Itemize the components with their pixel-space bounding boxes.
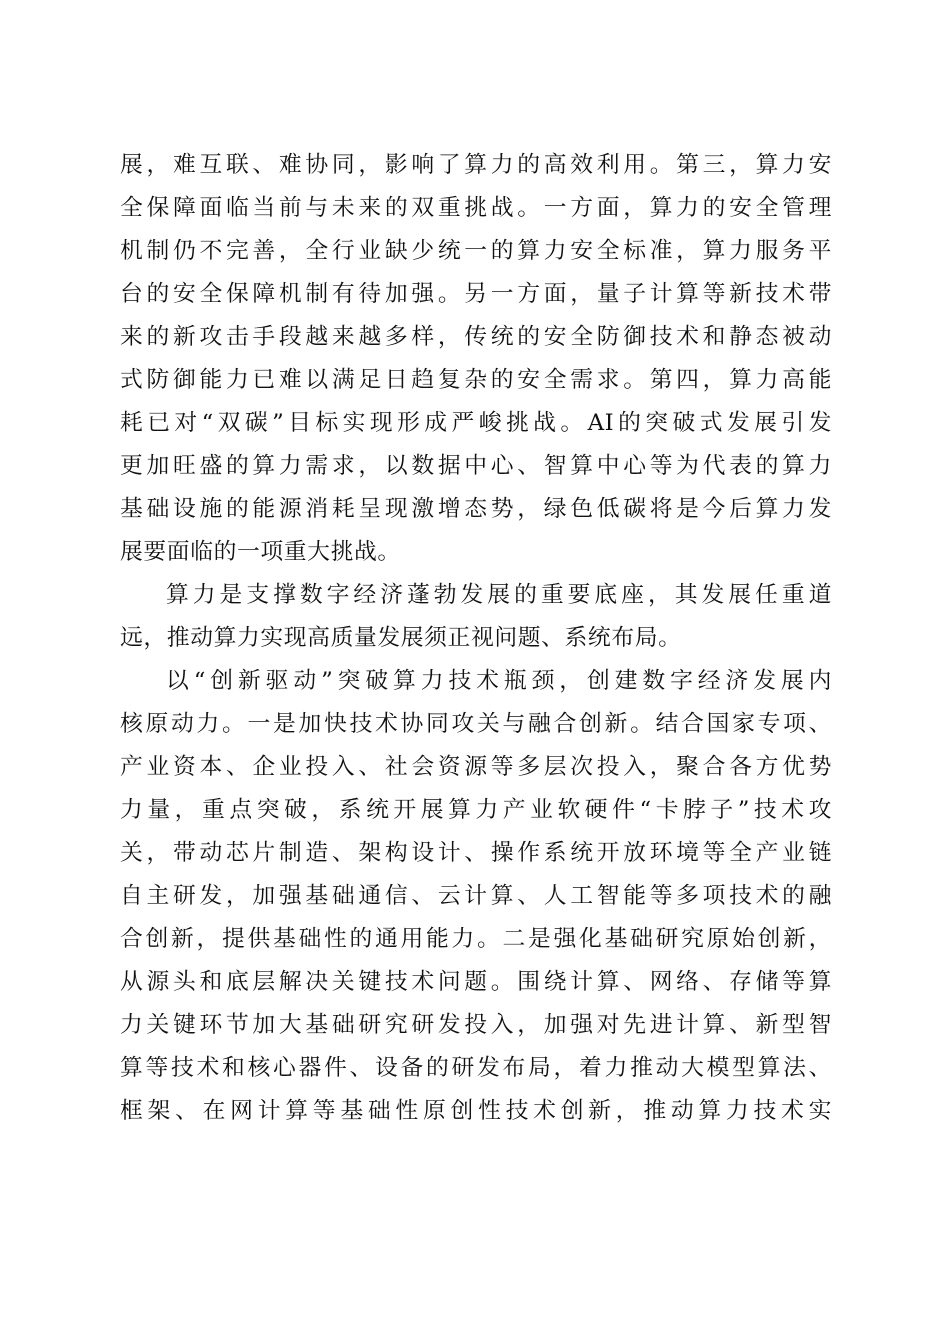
text-line: 远，推动算力实现高质量发展须正视问题、系统布局。 xyxy=(120,625,682,651)
text-line: 力关键环节加大基础研究研发投入，加强对先进计算、新型智 xyxy=(120,1012,832,1038)
text-line: 耗已对“双碳”目标实现形成严峻挑战。AI的突破式发展引发 xyxy=(120,410,832,436)
text-line: 自主研发，加强基础通信、云计算、人工智能等多项技术的融 xyxy=(120,883,832,909)
text-line: 力量，重点突破，系统开展算力产业软硬件“卡脖子”技术攻 xyxy=(120,797,832,823)
text-line: 机制仍不完善，全行业缺少统一的算力安全标准，算力服务平 xyxy=(120,238,832,264)
text-line: 关，带动芯片制造、架构设计、操作系统开放环境等全产业链 xyxy=(120,840,832,866)
text-line: 核原动力。一是加快技术协同攻关与融合创新。结合国家专项、 xyxy=(120,711,832,737)
text-line: 展要面临的一项重大挑战。 xyxy=(120,539,401,565)
body-text xyxy=(120,144,832,1133)
text-line: 以“创新驱动”突破算力技术瓶颈，创建数字经济发展内 xyxy=(166,668,832,694)
text-line: 台的安全保障机制有待加强。另一方面，量子计算等新技术带 xyxy=(120,281,832,307)
text-line: 算力是支撑数字经济蓬勃发展的重要底座，其发展任重道 xyxy=(166,582,832,608)
text-line: 框架、在网计算等基础性原创性技术创新，推动算力技术实 xyxy=(120,1098,832,1124)
text-line: 算等技术和核心器件、设备的研发布局，着力推动大模型算法、 xyxy=(120,1055,832,1081)
text-line: 从源头和底层解决关键技术问题。围绕计算、网络、存储等算 xyxy=(120,969,832,995)
text-line: 展，难互联、难协同，影响了算力的高效利用。第三，算力安 xyxy=(120,152,832,178)
text-line: 更加旺盛的算力需求，以数据中心、智算中心等为代表的算力 xyxy=(120,453,832,479)
text-line: 全保障面临当前与未来的双重挑战。一方面，算力的安全管理 xyxy=(120,195,832,221)
text-line: 来的新攻击手段越来越多样，传统的安全防御技术和静态被动 xyxy=(120,324,832,350)
text-line: 基础设施的能源消耗呈现激增态势，绿色低碳将是今后算力发 xyxy=(120,496,832,522)
text-line: 产业资本、企业投入、社会资源等多层次投入，聚合各方优势 xyxy=(120,754,832,780)
text-line: 式防御能力已难以满足日趋复杂的安全需求。第四，算力高能 xyxy=(120,367,832,393)
text-line: 合创新，提供基础性的通用能力。二是强化基础研究原始创新， xyxy=(120,926,832,952)
